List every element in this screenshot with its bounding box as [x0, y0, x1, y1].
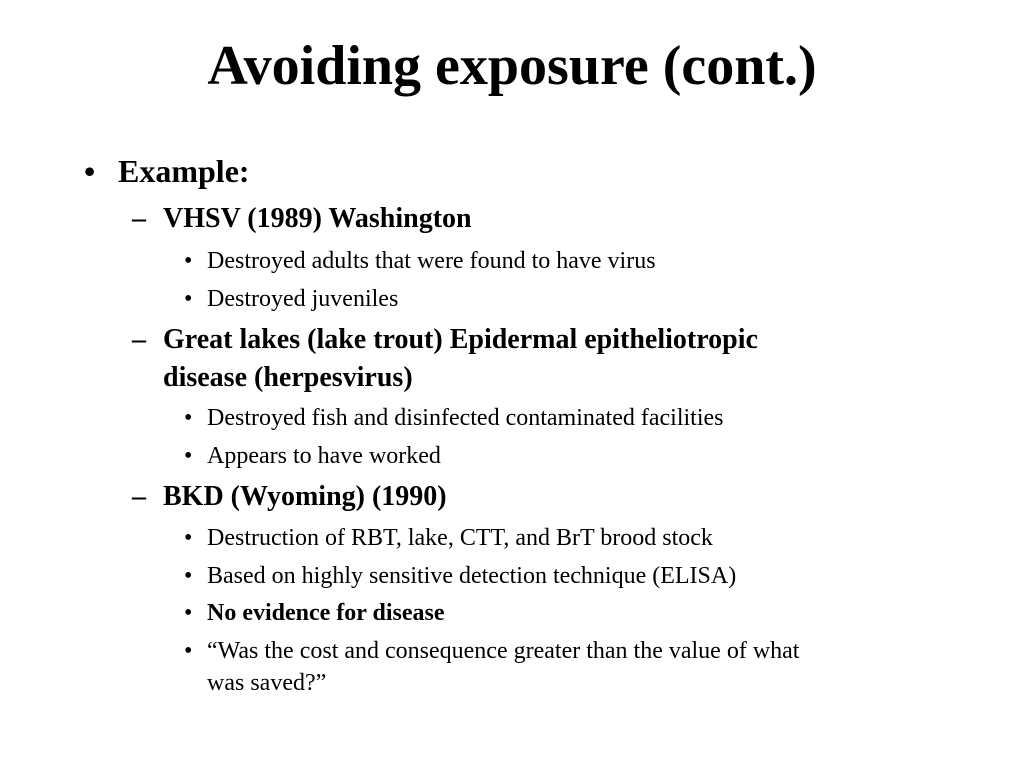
dash-bullet: – [132, 324, 146, 355]
case-point: Destroyed fish and disinfected contaminated facilities [207, 405, 724, 431]
bullet-dot: • [184, 638, 193, 664]
case-heading-great-lakes-line1: Great lakes (lake trout) Epidermal epitheliotropic [163, 324, 758, 355]
case-point: Destroyed juveniles [207, 286, 399, 312]
bullet-dot: • [184, 563, 193, 589]
case-heading-bkd: BKD (Wyoming) (1990) [163, 481, 447, 512]
slide-title: Avoiding exposure (cont.) [207, 35, 817, 97]
bullet-dot: • [184, 443, 193, 469]
bullet-dot: • [84, 153, 96, 189]
bullet-dot: • [184, 405, 193, 431]
case-point-quote-line1: “Was the cost and consequence greater than the value of what [207, 638, 800, 664]
bullet-dot: • [184, 286, 193, 312]
case-point: Destruction of RBT, lake, CTT, and BrT brood stock [207, 525, 713, 551]
case-point: Based on highly sensitive detection technique (ELISA) [207, 563, 737, 589]
bullet-dot: • [184, 248, 193, 274]
dash-bullet: – [132, 481, 146, 512]
dash-bullet: – [132, 203, 146, 234]
case-point-quote-line2: was saved?” [207, 670, 327, 696]
case-heading-vhsv: VHSV (1989) Washington [163, 203, 472, 234]
case-point-emphasis: No evidence for disease [207, 600, 445, 626]
case-point: Appears to have worked [207, 443, 441, 469]
example-label: Example: [118, 153, 250, 189]
bullet-dot: • [184, 600, 193, 626]
bullet-dot: • [184, 525, 193, 551]
case-heading-great-lakes-line2: disease (herpesvirus) [163, 362, 413, 393]
case-point: Destroyed adults that were found to have virus [207, 248, 656, 274]
